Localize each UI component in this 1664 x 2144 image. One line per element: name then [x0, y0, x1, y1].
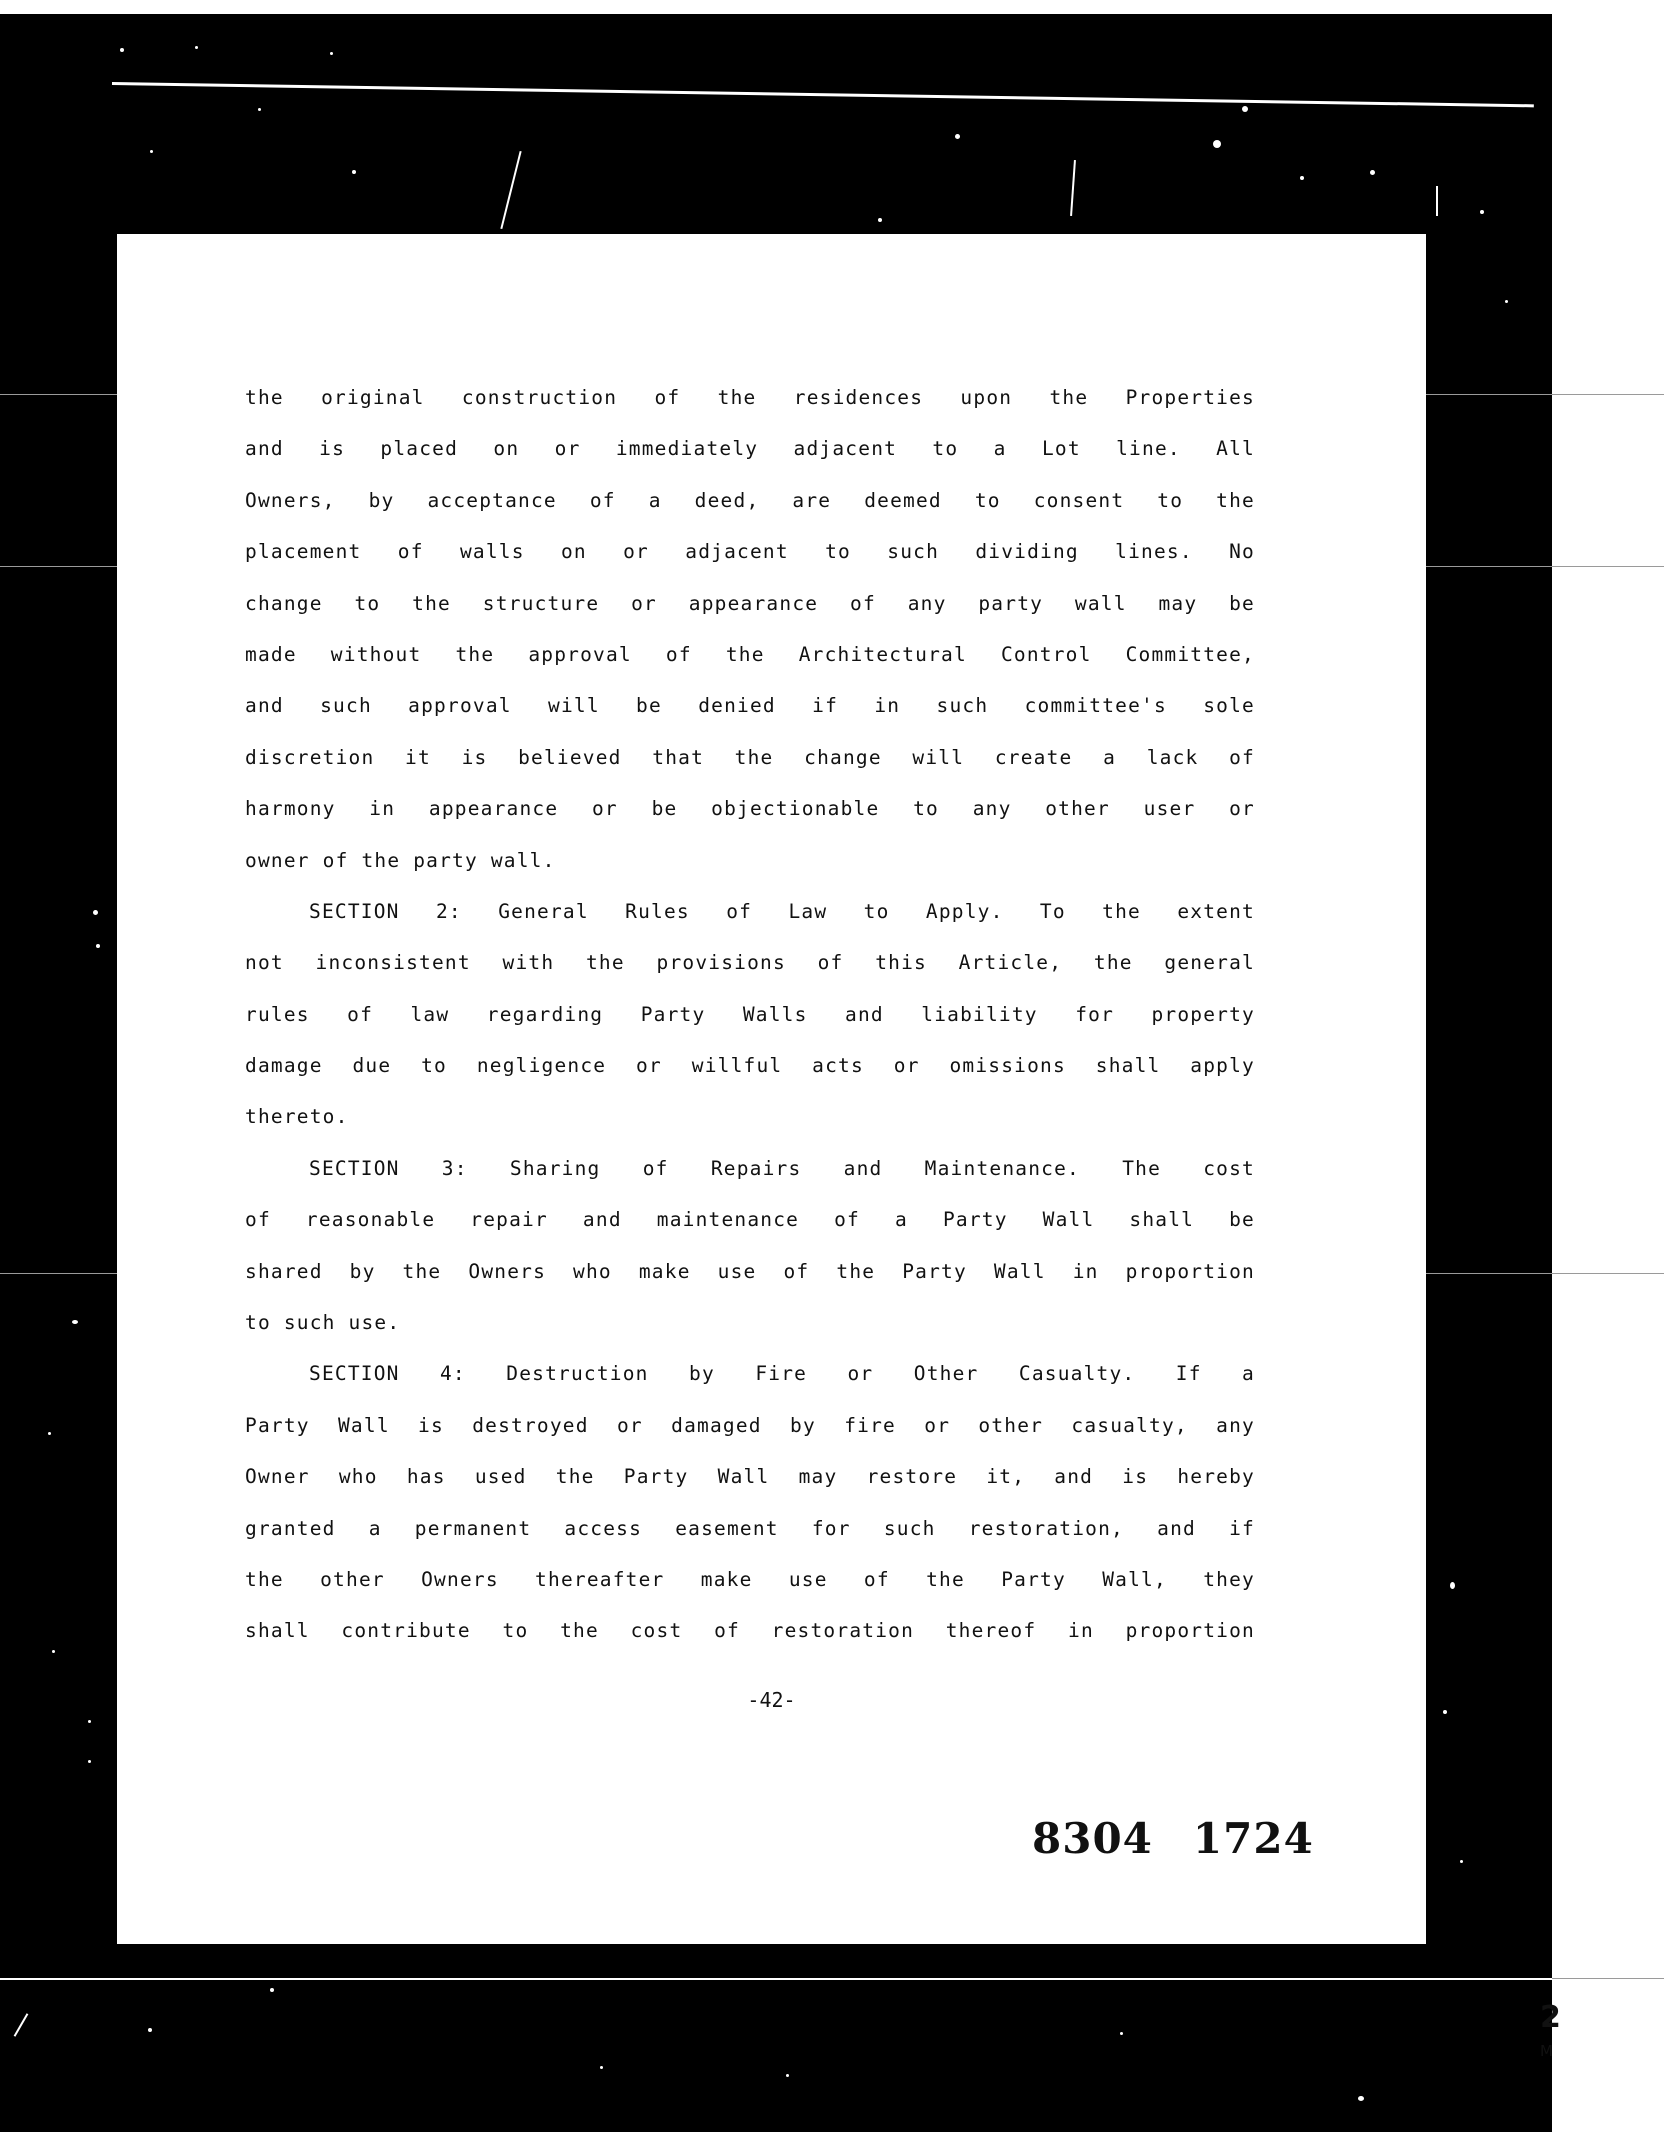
scan-speck [1300, 176, 1304, 180]
text-line: the other Owners thereafter make use of the Party Wall, they [245, 1567, 1255, 1591]
scan-speck [1450, 1582, 1455, 1589]
scan-speck [1213, 140, 1221, 148]
scan-speck [195, 46, 198, 49]
scan-speck [120, 48, 124, 52]
scan-speck [88, 1720, 91, 1723]
scan-speck [150, 150, 153, 153]
section-heading-line: SECTION 2: General Rules of Law to Apply. To the extent [309, 899, 1255, 923]
scan-speck [600, 2066, 603, 2069]
text-line: thereto. [245, 1105, 349, 1129]
scan-speck [1242, 106, 1248, 112]
edge-fragment-large: 2 [1540, 2000, 1561, 2035]
stamp-page-number: 1724 [1192, 1814, 1314, 1863]
text-line: shall contribute to the cost of restoration thereof in proportion [245, 1619, 1255, 1643]
text-line: Party Wall is destroyed or damaged by fire or other casualty, any [245, 1413, 1255, 1437]
text-line: discretion it is believed that the change will create a lack of [245, 745, 1255, 769]
text-line: granted a permanent access easement for such restoration, and if [245, 1516, 1255, 1540]
scan-speck [96, 944, 100, 948]
scan-speck [878, 218, 882, 222]
scan-speck [1505, 300, 1508, 303]
scan-speck [88, 1760, 91, 1763]
stamp-book-number: 8304 [1032, 1814, 1153, 1863]
scan-speck [72, 1320, 78, 1324]
text-line: placement of walls on or adjacent to such dividing lines. No [245, 540, 1255, 564]
text-line: shared by the Owners who make use of the Party Wall in proportion [245, 1259, 1255, 1283]
text-line: harmony in appearance or be objectionable to any other user or [245, 797, 1255, 821]
scan-speck [148, 2028, 152, 2032]
scan-scratch [1436, 186, 1438, 216]
text-line: not inconsistent with the provisions of this Article, the general [245, 951, 1255, 975]
scan-speck [352, 170, 356, 174]
text-line: to such use. [245, 1311, 401, 1335]
text-line: owner of the party wall. [245, 848, 556, 872]
text-line: of reasonable repair and maintenance of a Party Wall shall be [245, 1208, 1255, 1232]
section-heading-line: SECTION 3: Sharing of Repairs and Maintenance. The cost [309, 1156, 1255, 1180]
text-line: made without the approval of the Architectural Control Committee, [245, 642, 1255, 666]
document-page [117, 234, 1426, 1944]
scan-speck [1480, 210, 1484, 214]
section-heading-line: SECTION 4: Destruction by Fire or Other Casualty. If a [309, 1362, 1255, 1386]
scan-speck [786, 2074, 789, 2077]
scan-speck [1120, 2032, 1123, 2035]
text-line: damage due to negligence or willful acts or omissions shall apply [245, 1054, 1255, 1078]
text-line: and is placed on or immediately adjacent to a Lot line. All [245, 437, 1255, 461]
edge-fragment-small: M [1540, 2042, 1553, 2060]
scan-speck [955, 134, 960, 139]
document-body [245, 372, 1255, 1657]
scan-speck [93, 910, 98, 915]
scan-speck [1460, 1860, 1463, 1863]
page-number: -42- [747, 1688, 796, 1712]
scan-speck [48, 1432, 51, 1435]
scan-speck [1443, 1710, 1447, 1714]
recording-stamp [1032, 1814, 1314, 1863]
scan-speck [1370, 170, 1375, 175]
scan-speck [258, 108, 261, 111]
text-line: change to the structure or appearance of any party wall may be [245, 591, 1255, 615]
text-line: and such approval will be denied if in such committee's sole [245, 694, 1255, 718]
text-line: rules of law regarding Party Walls and liability for property [245, 1002, 1255, 1026]
scan-rule-line [0, 1978, 1552, 1980]
text-line: Owner who has used the Party Wall may restore it, and is hereby [245, 1465, 1255, 1489]
scan-speck [52, 1650, 55, 1653]
text-line: the original construction of the residences upon the Properties [245, 386, 1255, 409]
scan-speck [330, 52, 333, 55]
scan-speck [1358, 2096, 1364, 2101]
text-line: Owners, by acceptance of a deed, are deemed to consent to the [245, 488, 1255, 512]
scan-speck [270, 1988, 274, 1992]
